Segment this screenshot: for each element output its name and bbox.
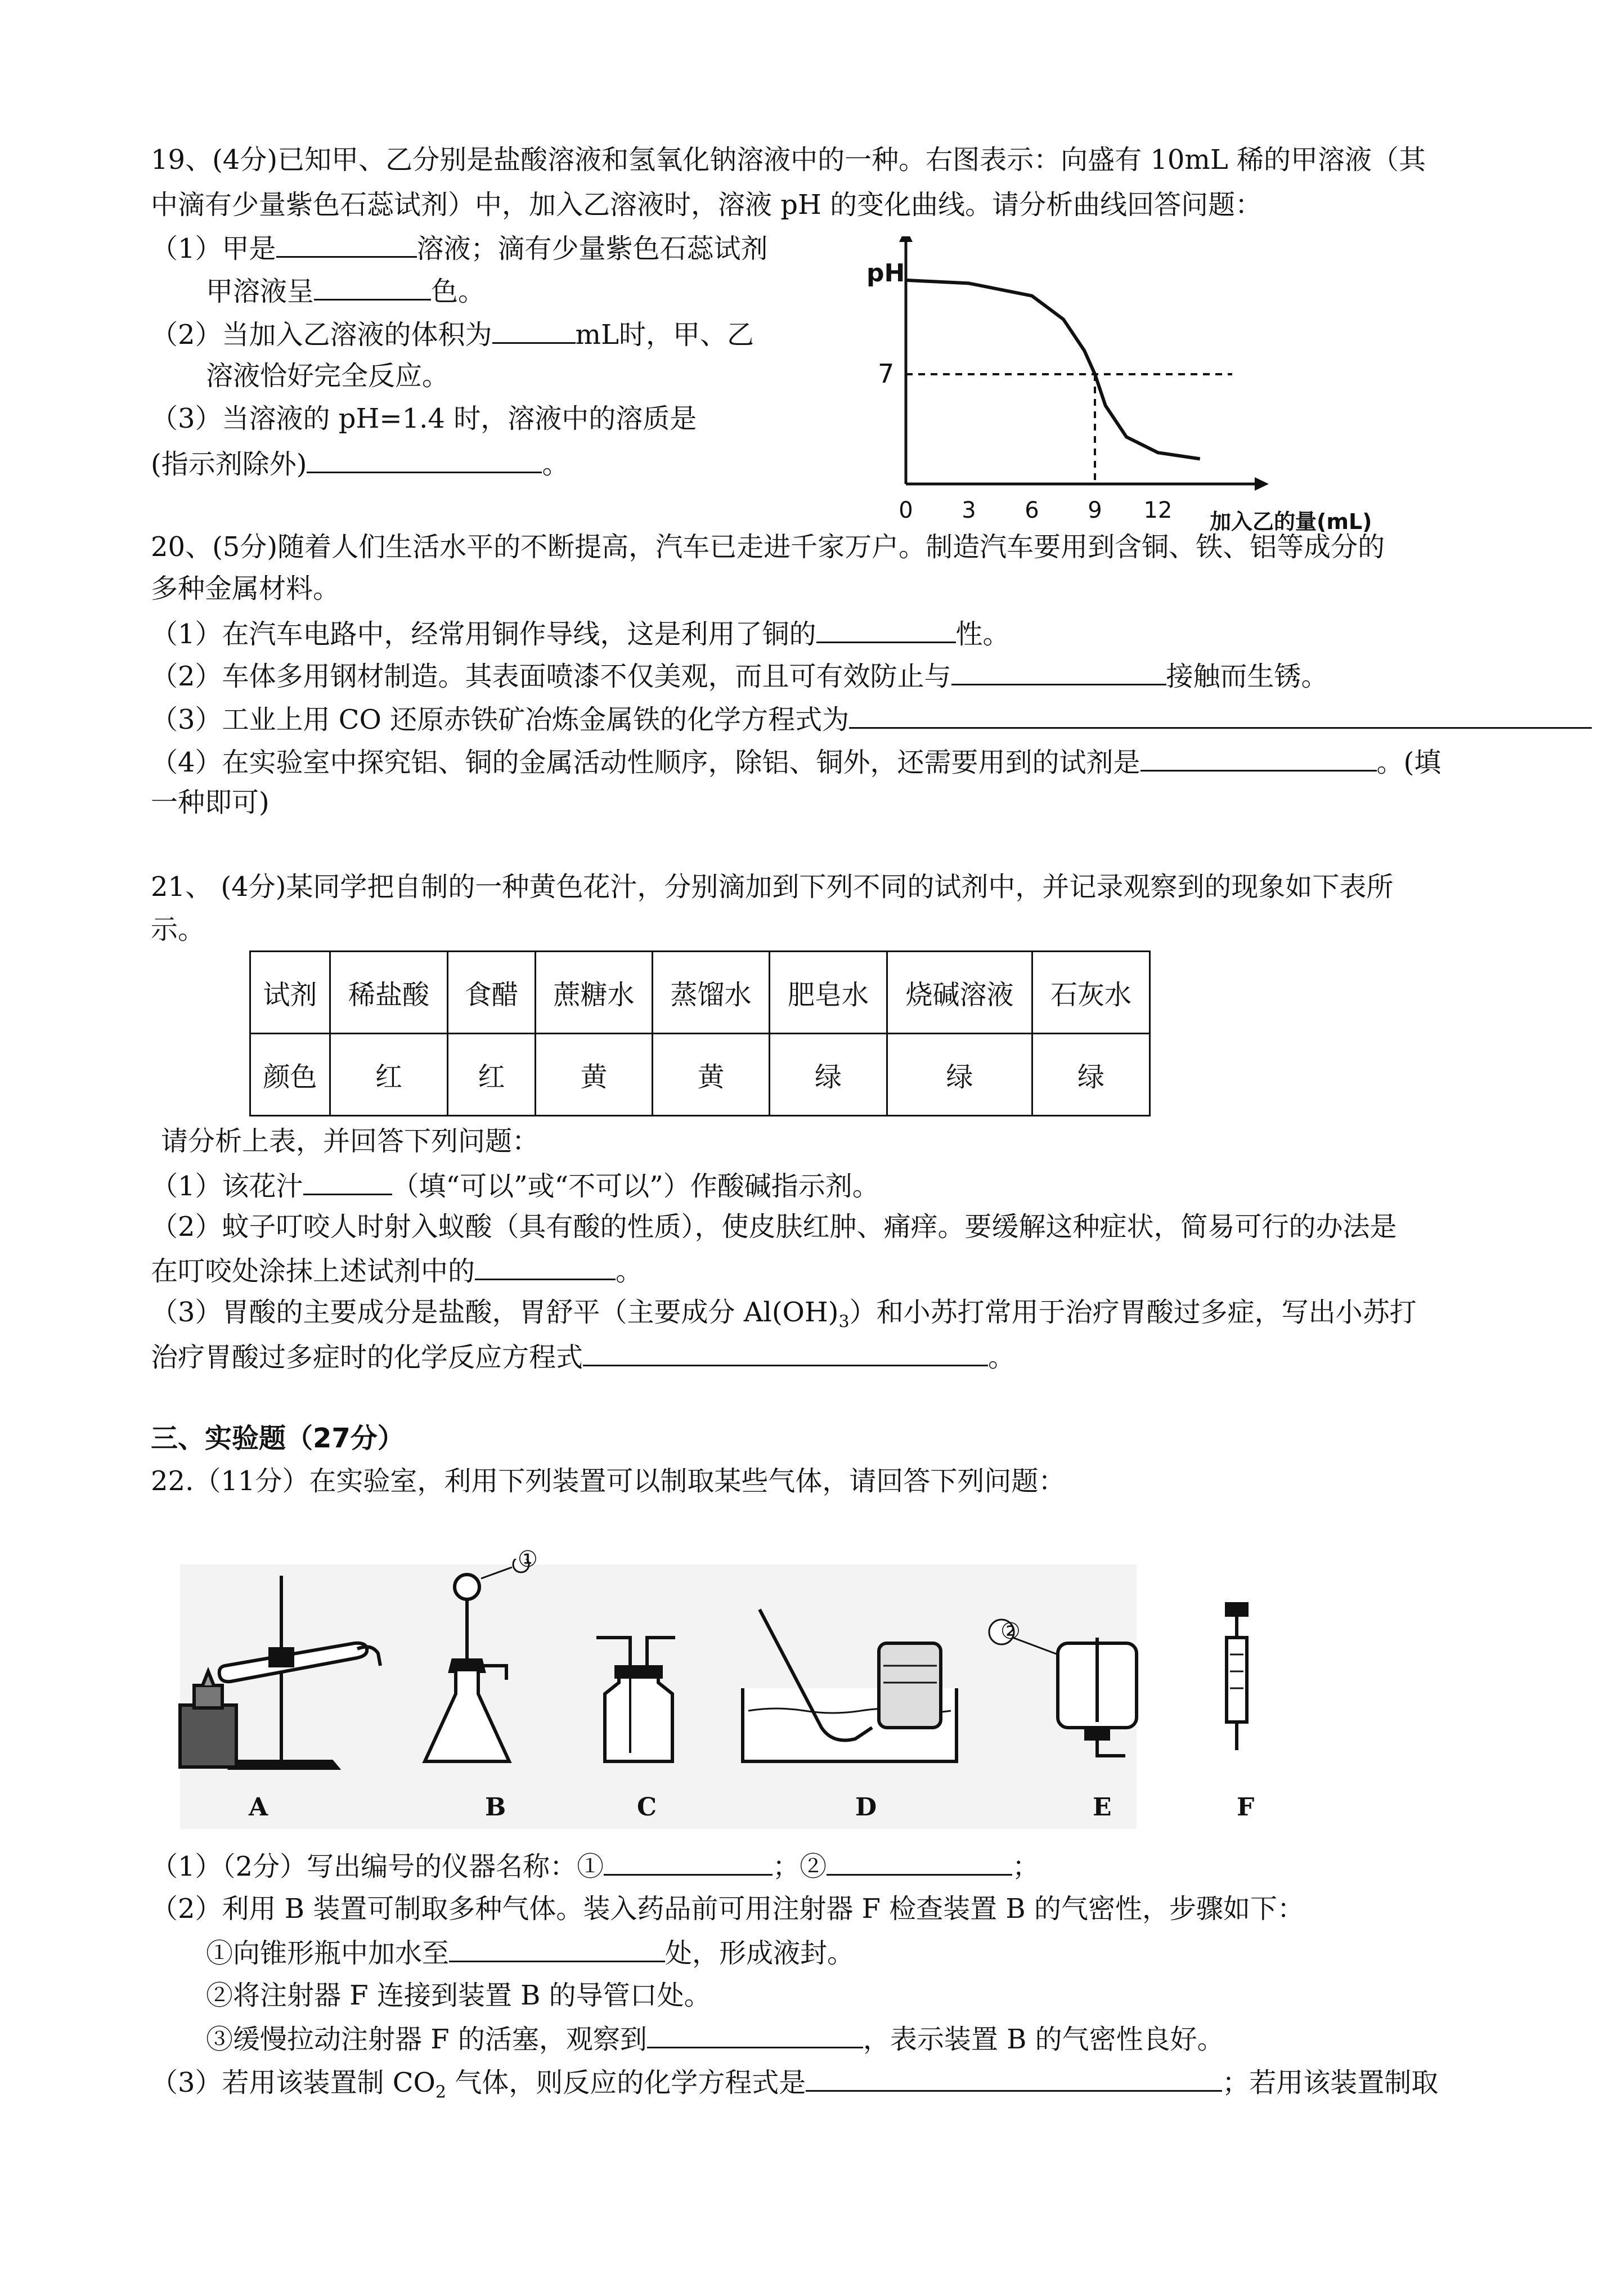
x-tick-label: 12	[1143, 497, 1173, 523]
table-cell: 黄	[653, 1034, 770, 1116]
q21-part-3: （3）胃酸的主要成分是盐酸，胃舒平（主要成分 $Al(OH)_3$）和小苏打常用于治疗胃酸过多症，写出小苏打	[151, 1297, 1417, 1332]
table-cell: 绿	[887, 1034, 1032, 1116]
q22-part-3: （3）若用该装置制 $CO_2$ 气体，则反应的化学方程式是 ；若用该装置制取	[151, 2064, 1438, 2110]
q20-answer-blank-1[interactable]	[816, 616, 956, 643]
q22-part-1: （1）（2分）写出编号的仪器名称：① ；② ；	[151, 1848, 1039, 1884]
q19-part-2: （2）当加入乙溶液的体积为 mL时，甲、乙	[151, 316, 754, 352]
section-title: 三、实验题（27分）	[151, 1423, 405, 1454]
y-axis-arrow	[899, 236, 913, 242]
table-cell: 烧碱溶液	[887, 952, 1032, 1034]
apparatus-label-a: A	[249, 1793, 268, 1822]
q21-intro: 请分析上表，并回答下列问题：	[161, 1125, 540, 1157]
q22-answer-blank-5[interactable]	[806, 2064, 1222, 2092]
q21-part-1: （1）该花汁 （填“可以”或“不可以”）作酸碱指示剂。	[151, 1168, 879, 1203]
table-cell: 石灰水	[1032, 952, 1150, 1034]
q19-answer-blank-1[interactable]	[276, 230, 417, 258]
q22-answer-blank-4[interactable]	[647, 2021, 863, 2048]
q20-answer-blank-2[interactable]	[951, 658, 1166, 685]
q22-step-2: ②将注射器 F 连接到装置 B 的导管口处。	[206, 1980, 711, 2011]
q19-part-3: （3）当溶液的 pH=1.4 时，溶液中的溶质是	[151, 403, 697, 434]
q20-part-4-cont: 一种即可)	[151, 787, 270, 818]
table-cell: 稀盐酸	[330, 952, 448, 1034]
table-cell: 黄	[536, 1034, 653, 1116]
apparatus-a-drawing	[180, 1576, 380, 1768]
table-row	[250, 1034, 1150, 1116]
reference-label: 7	[878, 358, 895, 389]
q22-step-3: ③缓慢拉动注射器 F 的活塞，观察到 ，表示装置 B 的气密性良好。	[206, 2021, 1224, 2056]
table-cell: 蒸馏水	[653, 952, 770, 1034]
q21-part-2-cont: 在叮咬处涂抹上述试剂中的 。	[151, 1253, 643, 1288]
q22-part-2: （2）利用 B 装置可制取多种气体。装入药品前可用注射器 F 检查装置 B 的气密性，步骤如下：	[151, 1893, 1304, 1925]
apparatus-c-drawing	[596, 1638, 675, 1761]
q20-line-2: 多种金属材料。	[151, 573, 340, 604]
x-axis-label: 加入乙的量(mL)	[1210, 509, 1372, 534]
q19-line-1: 19、(4分)已知甲、乙分别是盐酸溶液和氢氧化钠溶液中的一种。右图表示：向盛有 10mL 稀的甲溶液（其	[151, 144, 1426, 176]
q21-part-2: （2）蚊子叮咬人时射入蚁酸（具有酸的性质），使皮肤红肿、痛痒。要缓解这种症状，简易可行的办法是	[151, 1211, 1397, 1243]
q19-answer-blank-3[interactable]	[492, 316, 576, 344]
q22-answer-blank-3[interactable]	[449, 1935, 665, 1962]
q20-part-2: （2）车体多用钢材制造。其表面喷漆不仅美观，而且可有效防止与 接触而生锈。	[151, 658, 1328, 693]
table-cell: 食醋	[448, 952, 536, 1034]
table-cell: 红	[448, 1034, 536, 1116]
table-header-row	[250, 952, 1150, 1034]
q19-part-2-cont: 溶液恰好完全反应。	[206, 360, 450, 392]
q19-part-1-cont: 甲溶液呈 色。	[206, 273, 485, 308]
q20-answer-blank-3[interactable]	[849, 701, 1592, 729]
apparatus-label-b: B	[485, 1793, 506, 1822]
ph-titration-chart	[844, 236, 1463, 535]
table-cell: 绿	[770, 1034, 887, 1116]
apparatus-label-e: E	[1093, 1793, 1112, 1822]
table-cell: 颜色	[250, 1034, 330, 1116]
q20-part-4: （4）在实验室中探究铝、铜的金属活动性顺序，除铝、铜外，还需要用到的试剂是 。(填	[151, 744, 1441, 779]
q19-answer-blank-2[interactable]	[314, 273, 431, 301]
y-axis-label: pH	[866, 259, 905, 288]
q20-line-1: 20、(5分)随着人们生活水平的不断提高，汽车已走进千家万户。制造汽车要用到含铜、铁、铝等成分的	[151, 531, 1385, 563]
q19-answer-blank-4[interactable]	[307, 446, 542, 473]
table-cell: 试剂	[250, 952, 330, 1034]
q19-part-1: （1）甲是 溶液；滴有少量紫色石蕊试剂	[151, 230, 768, 266]
q21-line-1: 21、 (4分)某同学把自制的一种黄色花汁，分别滴加到下列不同的试剂中，并记录观察到的现象如下表所	[151, 871, 1394, 903]
callout-mark-2: ②	[1000, 1618, 1021, 1644]
q21-answer-blank-3[interactable]	[583, 1339, 988, 1366]
x-tick-label: 0	[899, 497, 913, 523]
apparatus-d-drawing	[743, 1609, 957, 1761]
q21-answer-blank-2[interactable]	[475, 1253, 616, 1280]
x-tick-label: 9	[1088, 497, 1102, 523]
apparatus-drawings	[169, 1559, 1322, 1840]
table-cell: 绿	[1032, 1034, 1150, 1116]
ph-curve	[906, 280, 1200, 459]
apparatus-label-d: D	[855, 1793, 877, 1822]
q19-part-3-cont: (指示剂除外) 。	[151, 446, 569, 481]
q20-part-1: （1）在汽车电路中，经常用铜作导线，这是利用了铜的 性。	[151, 616, 1010, 651]
apparatus-label-f: F	[1237, 1793, 1255, 1822]
x-tick-label: 6	[1025, 497, 1039, 523]
table-cell: 红	[330, 1034, 448, 1116]
x-tick-label: 3	[962, 497, 976, 523]
apparatus-f-drawing	[1227, 1604, 1247, 1750]
x-axis-arrow	[1255, 477, 1269, 491]
apparatus-b-drawing	[425, 1559, 529, 1761]
q22-line-1: 22.（11分）在实验室，利用下列装置可以制取某些气体，请回答下列问题：	[151, 1465, 1066, 1497]
q19-line-2: 中滴有少量紫色石蕊试剂）中，加入乙溶液时，溶液 pH 的变化曲线。请分析曲线回答问题：	[151, 189, 1263, 221]
apparatus-label-c: C	[637, 1793, 657, 1822]
q21-part-3-cont: 治疗胃酸过多症时的化学反应方程式 。	[151, 1339, 1015, 1374]
q21-answer-blank-1[interactable]	[303, 1168, 392, 1195]
q20-answer-blank-4[interactable]	[1140, 744, 1377, 772]
q20-part-3: （3）工业上用 CO 还原赤铁矿冶炼金属铁的化学方程式为	[151, 701, 1592, 737]
q22-answer-blank-1[interactable]	[604, 1848, 773, 1876]
table-cell: 蔗糖水	[536, 952, 653, 1034]
q22-step-1: ①向锥形瓶中加水至 处，形成液封。	[206, 1935, 854, 1970]
indicator-table	[249, 950, 1151, 1116]
q22-answer-blank-2[interactable]	[827, 1848, 1012, 1876]
q21-line-2: 示。	[151, 914, 205, 945]
table-cell: 肥皂水	[770, 952, 887, 1034]
callout-mark-1: ①	[518, 1546, 538, 1572]
